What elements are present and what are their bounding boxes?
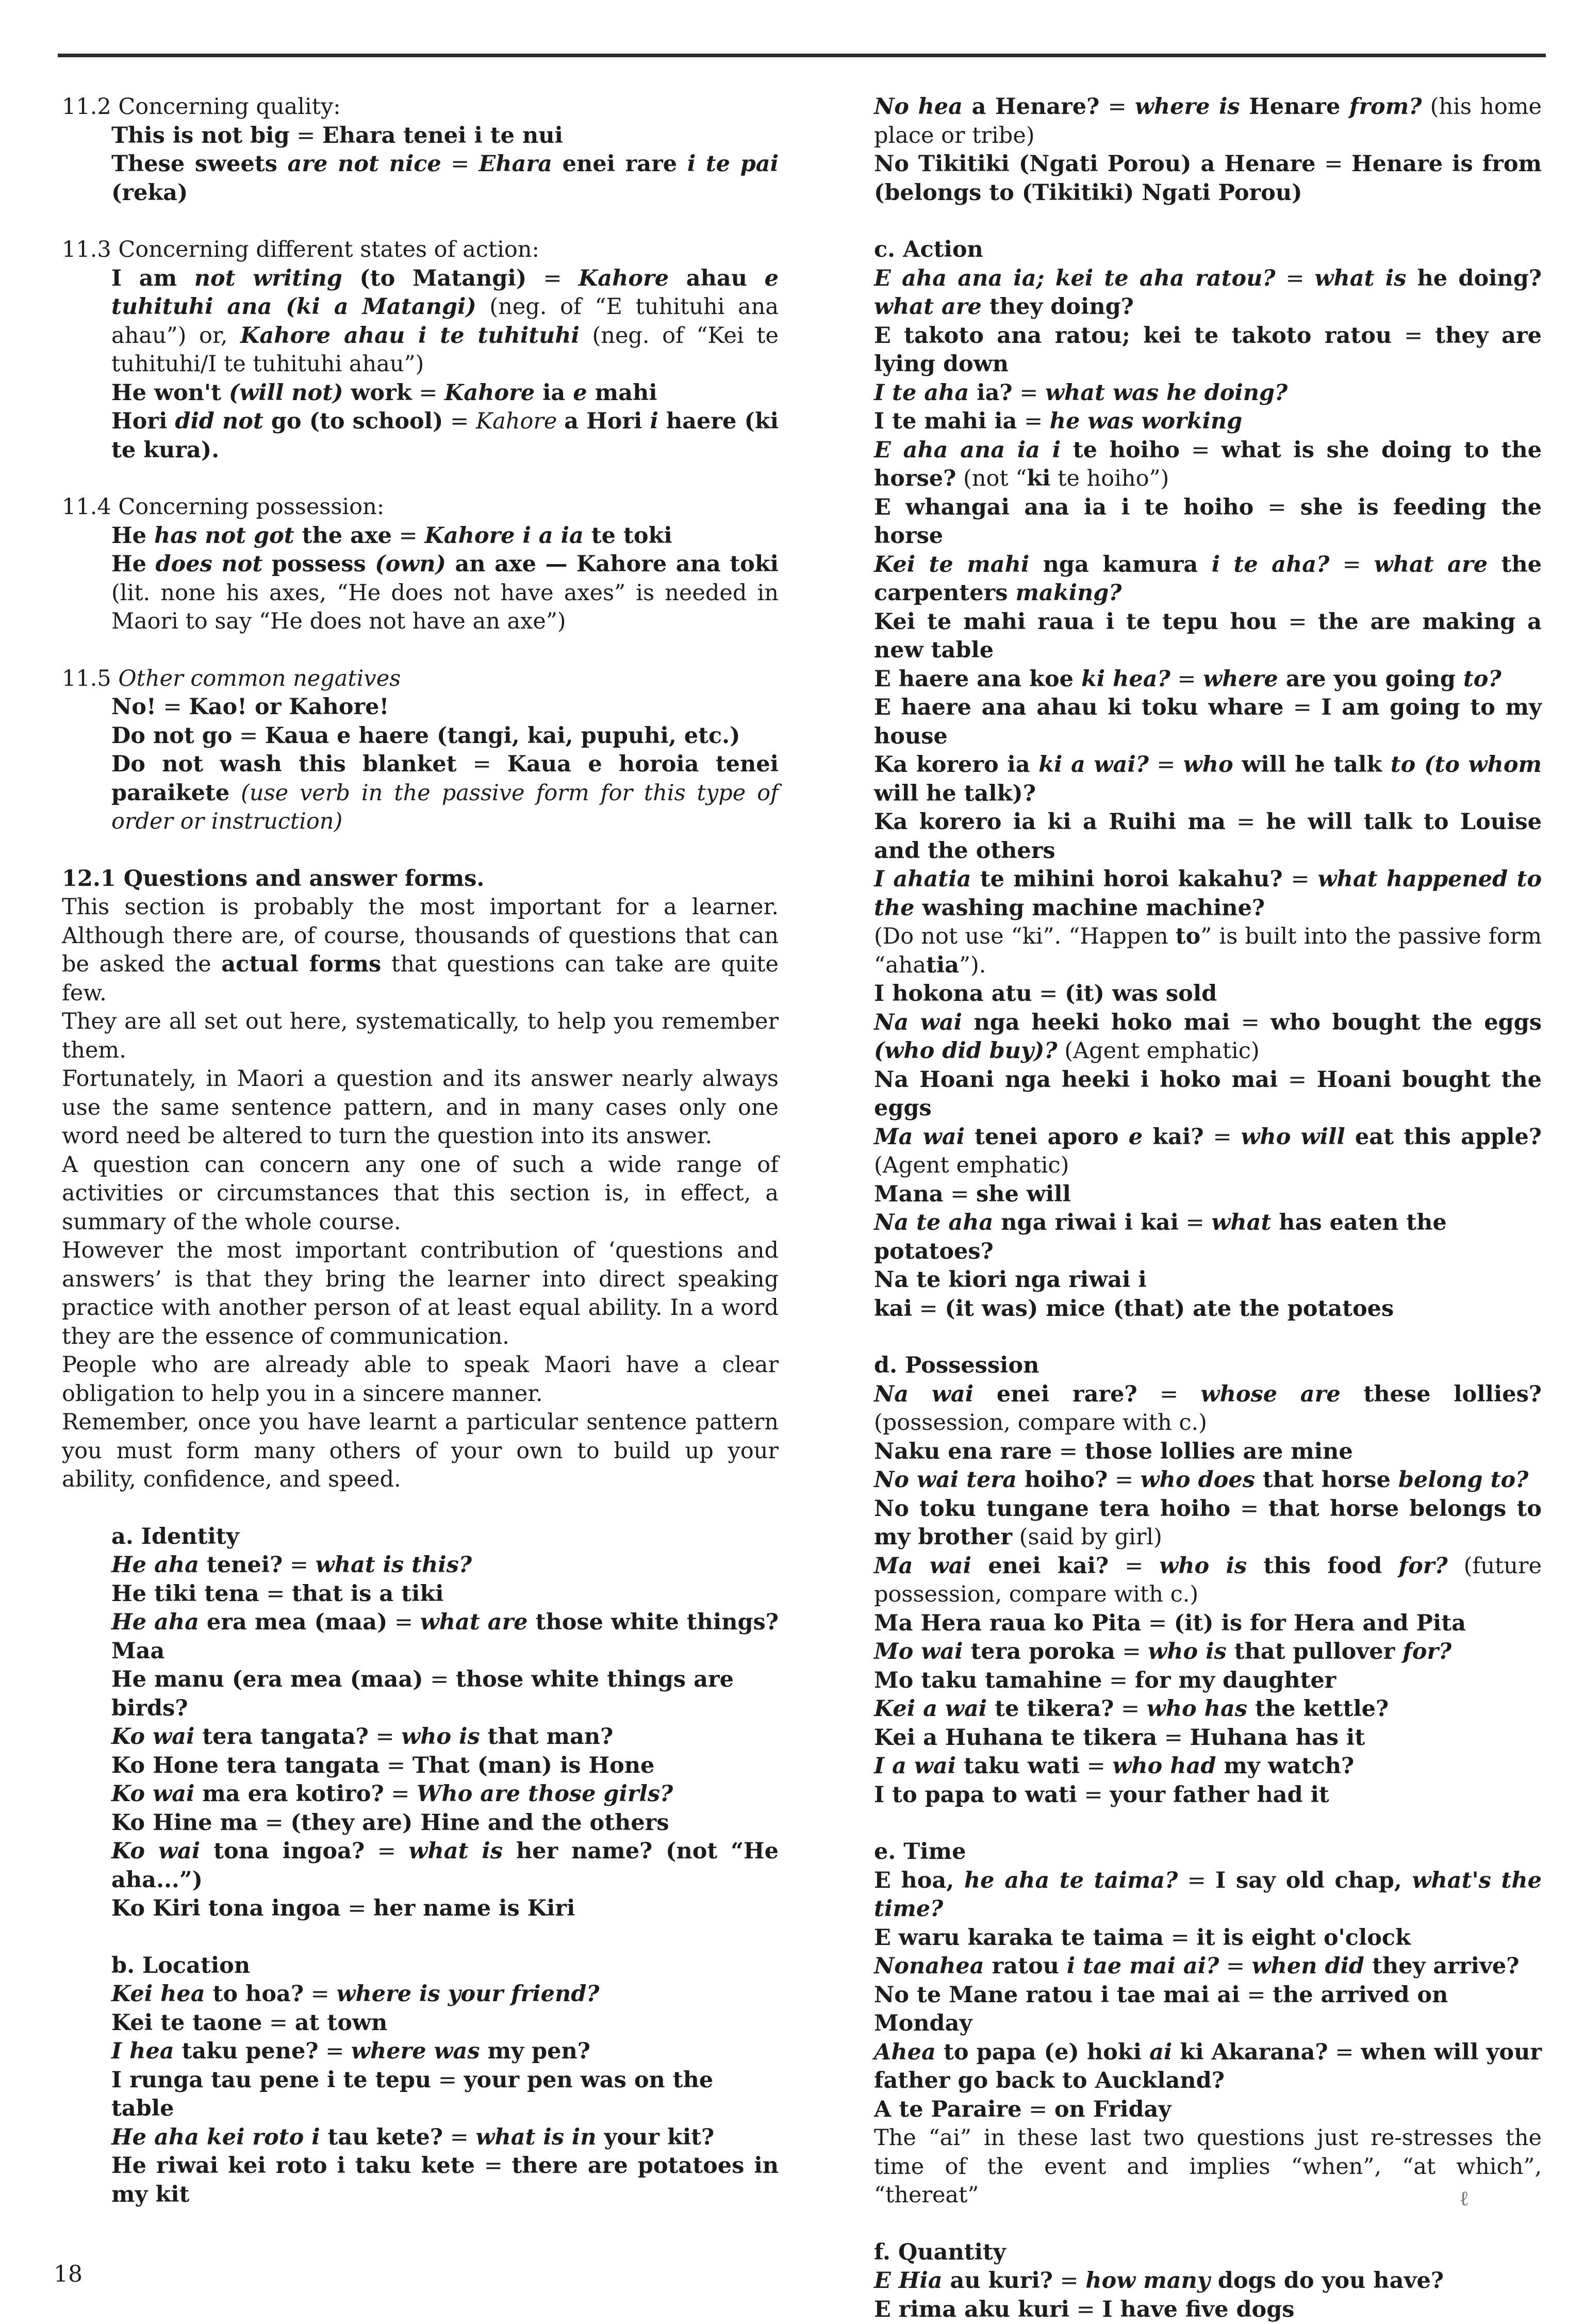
left-line: Kei te taone = at town [62,2009,779,2038]
left-line: Remember, once you have learnt a particular sentence pattern you must form many others of your own to build up your ability, confidence, and speed. [62,1408,779,1494]
right-line: Ahea to papa (e) hoki ai ki Akarana? = when will your father go back to Auckland? [874,2038,1542,2096]
left-line: 11.4 Concerning possession: [62,493,779,522]
right-line: No toku tungane tera hoiho = that horse belongs to my brother (said by girl) [874,1495,1542,1552]
left-line: Ko wai tera tangata? = who is that man? [62,1723,779,1752]
top-rule [58,54,1546,57]
left-line: Ko Hine ma = (they are) Hine and the others [62,1809,779,1838]
right-line: Ka korero ia ki a wai? = who will he talk to (to whom will he talk)? [874,751,1542,808]
left-line: He has not got the axe = Kahore i a ia te toki [62,522,779,551]
right-line: E haere ana ahau ki toku whare = I am going to my house [874,694,1542,751]
left-line: Hori did not go (to school) = Kahore a Hori i haere (ki te kura). [62,407,779,465]
right-line: Naku ena rare = those lollies are mine [874,1438,1542,1466]
left-line: He tiki tena = that is a tiki [62,1580,779,1609]
right-line: Na te kiori nga riwai i [874,1266,1542,1295]
right-line: Kei te mahi raua i te tepu hou = the are making a new table [874,608,1542,665]
right-line: d. Possession [874,1351,1542,1380]
left-line: Do not wash this blanket = Kaua e horoia tenei paraikete (use verb in the passive form for this type of order or instruction) [62,750,779,836]
right-line: A te Paraire = on Friday [874,2096,1542,2124]
right-line: E takoto ana ratou; kei te takoto ratou = they are lying down [874,322,1542,379]
left-line: A question can concern any one of such a wide range of activities or circumstances that this section is, in effect, a summary of the whole course. [62,1151,779,1237]
left-line: He aha kei roto i tau kete? = what is in your kit? [62,2123,779,2152]
left-line: This section is probably the most important for a learner. Although there are, of course, thousands of questions that can be asked the actual forms that questions can take are quite few. [62,893,779,1008]
left-line: I hea taku pene? = where was my pen? [62,2037,779,2066]
right-line: f. Quantity [874,2238,1542,2267]
left-line: Do not go = Kaua e haere (tangi, kai, pupuhi, etc.) [62,722,779,751]
right-line: Na te aha nga riwai i kai = what has eaten the potatoes? [874,1209,1542,1266]
left-line: 11.3 Concerning different states of action: [62,236,779,265]
right-line: No te Mane ratou i tae mai ai = the arrived on Monday [874,1981,1542,2038]
right-line: Kei a Huhana te tikera = Huhana has it [874,1724,1542,1753]
left-line: Ko wai ma era kotiro? = Who are those girls? [62,1780,779,1809]
right-line: E rima aku kuri = I have five dogs [874,2296,1542,2324]
left-line: He riwai kei roto i taku kete = there are potatoes in my kit [62,2152,779,2209]
right-line: Nonahea ratou i tae mai ai? = when did they arrive? [874,1952,1542,1981]
right-line: I to papa to wati = your father had it [874,1781,1542,1810]
right-line: I te mahi ia = he was working [874,407,1542,436]
right-line: Kei a wai te tikera? = who has the kettle? [874,1695,1542,1724]
right-line: Mo taku tamahine = for my daughter [874,1667,1542,1695]
right-line: (Do not use “ki”. “Happen to” is built into the passive form “ahatia”). [874,922,1542,980]
left-line: No! = Kao! or Kahore! [62,693,779,722]
right-line: No hea a Henare? = where is Henare from? (his home place or tribe) [874,93,1542,150]
left-line: 11.5 Other common negatives [62,665,779,694]
right-line: E hoa, he aha te taima? = I say old chap, what's the time? [874,1867,1542,1924]
left-line: 12.1 Questions and answer forms. [62,865,779,894]
right-line: E aha ana ia; kei te aha ratou? = what is he doing? what are they doing? [874,265,1542,322]
right-line: Na wai nga heeki hoko mai = who bought the eggs (who did buy)? (Agent emphatic) [874,1009,1542,1066]
right-line: Kei te mahi nga kamura i te aha? = what are the carpenters making? [874,551,1542,608]
left-line: I runga tau pene i te tepu = your pen was on the table [62,2066,779,2123]
right-line: Mo wai tera poroka = who is that pullover for? [874,1638,1542,1667]
right-line: I hokona atu = (it) was sold [874,980,1542,1009]
left-line: This is not big = Ehara tenei i te nui [62,122,779,151]
right-line: I te aha ia? = what was he doing? [874,379,1542,408]
right-line: Ka korero ia ki a Ruihi ma = he will talk to Louise and the others [874,808,1542,865]
left-line: 11.2 Concerning quality: [62,93,779,122]
left-line: He manu (era mea (maa) = those white things are birds? [62,1666,779,1723]
right-line: c. Action [874,236,1542,265]
right-line: Mana = she will [874,1180,1542,1209]
left-line: People who are already able to speak Maori have a clear obligation to help you in a sincere manner. [62,1351,779,1408]
left-line: Fortunately, in Maori a question and its answer nearly always use the same sentence pattern, and in many cases only one word need be altered to turn the question into its answer. [62,1065,779,1151]
right-column [874,93,1542,2324]
right-line: Na wai enei rare? = whose are these lollies? (possession, compare with c.) [874,1380,1542,1438]
right-line: I ahatia te mihini horoi kakahu? = what happened to the washing machine machine? [874,865,1542,922]
left-line: He aha era mea (maa) = what are those white things? [62,1608,779,1637]
right-line: E waru karaka te taima = it is eight o'clock [874,1924,1542,1953]
left-line: b. Location [62,1952,779,1981]
right-line: Ma Hera raua ko Pita = (it) is for Hera and Pita [874,1609,1542,1638]
right-line: E haere ana koe ki hea? = where are you going to? [874,665,1542,694]
left-line: Maa [62,1637,779,1666]
left-line: Ko Kiri tona ingoa = her name is Kiri [62,1894,779,1923]
right-line: kai = (it was) mice (that) ate the potatoes [874,1295,1542,1324]
right-line: No wai tera hoiho? = who does that horse belong to? [874,1466,1542,1495]
pencil-mark: ℓ [1459,2186,1469,2211]
right-line: Ma wai tenei aporo e kai? = who will eat this apple?(Agent emphatic) [874,1123,1542,1180]
right-line: I a wai taku wati = who had my watch? [874,1752,1542,1781]
left-line: He won't (will not) work = Kahore ia e mahi [62,379,779,408]
right-line: E aha ana ia i te hoiho = what is she doing to the horse? (not “ki te hoiho”) [874,436,1542,493]
right-line: No Tikitiki (Ngati Porou) a Henare = Henare is from (belongs to (Tikitiki) Ngati Porou) [874,150,1542,207]
left-line: He does not possess (own) an axe — Kahore ana toki (lit. none his axes, “He does not have axes” is needed in Maori to say “He does not have an axe”) [62,550,779,636]
left-line: However the most important contribution of ‘questions and answers’ is that they bring the learner into direct speaking practice with another person of at least equal ability. In a word they are the essence of communication. [62,1237,779,1351]
page-number: 18 [54,2261,82,2287]
left-line: a. Identity [62,1523,779,1552]
left-line: Kei hea to hoa? = where is your friend? [62,1980,779,2009]
right-line: The “ai” in these last two questions just re-stresses the time of the event and implies “when”, “at which”, “thereat” [874,2124,1542,2210]
right-line: e. Time [874,1838,1542,1867]
left-line: He aha tenei? = what is this? [62,1551,779,1580]
left-line: They are all set out here, systematically, to help you remember them. [62,1008,779,1065]
left-line: I am not writing (to Matangi) = Kahore ahau e tuhituhi ana (ki a Matangi) (neg. of “E tuhituhi ana ahau”) or, Kahore ahau i te tuhituhi (neg. of “Kei te tuhituhi/I te tuhituhi ahau”) [62,265,779,379]
right-line: E whangai ana ia i te hoiho = she is feeding the horse [874,493,1542,551]
left-line: Ko Hone tera tangata = That (man) is Hone [62,1752,779,1781]
left-column [62,93,779,2209]
left-line: These sweets are not nice = Ehara enei rare i te pai (reka) [62,150,779,207]
right-line: Na Hoani nga heeki i hoko mai = Hoani bought the eggs [874,1066,1542,1123]
left-line: Ko wai tona ingoa? = what is her name? (not “He aha...”) [62,1837,779,1894]
right-line: Ma wai enei kai? = who is this food for? (future possession, compare with c.) [874,1552,1542,1609]
right-line: E Hia au kuri? = how many dogs do you have? [874,2267,1542,2296]
